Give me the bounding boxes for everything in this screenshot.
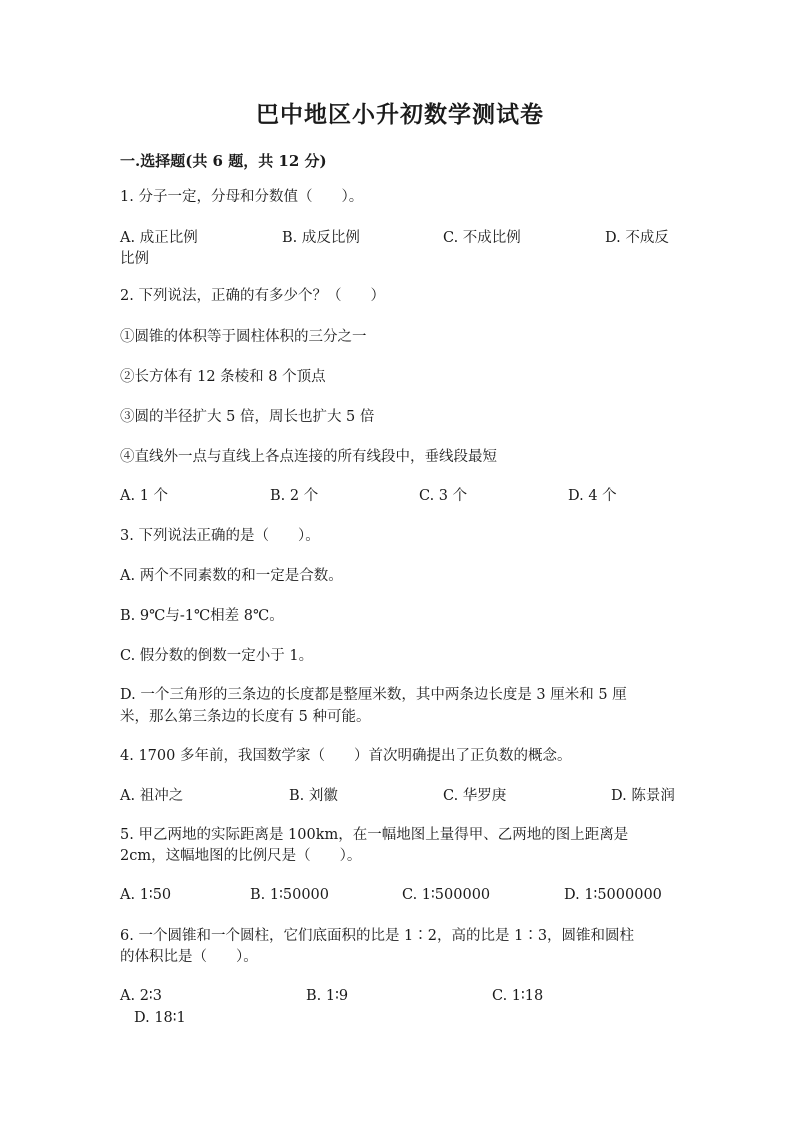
option-b: B. 成反比例	[282, 230, 360, 246]
option-c: C. 1∶18	[492, 988, 544, 1004]
option-a: A. 2∶3	[120, 988, 162, 1004]
option-a: A. 成正比例	[120, 230, 198, 246]
option-a: A. 1∶50	[120, 887, 172, 903]
option-b: B. 2 个	[270, 488, 319, 504]
statement-2: ②长方体有 12 条棱和 8 个顶点	[120, 369, 326, 385]
option-b: B. 9℃与-1℃相差 8℃。	[120, 608, 284, 624]
question-stem: 4. 1700 多年前，我国数学家（ ）首次明确提出了正负数的概念。	[120, 748, 572, 764]
page-title: 巴中地区小升初数学测试卷	[256, 101, 544, 128]
option-d: D. 1∶5000000	[564, 887, 662, 903]
option-d: D. 4 个	[568, 488, 617, 504]
option-d-continued: 米，那么第三条边的长度有 5 种可能。	[120, 709, 371, 725]
option-c: C. 1∶500000	[402, 887, 491, 903]
question-stem: 1. 分子一定，分母和分数值（ ）。	[120, 189, 364, 205]
option-d: D. 一个三角形的三条边的长度都是整厘米数，其中两条边长度是 3 厘米和 5 厘	[120, 687, 627, 703]
option-b: B. 1∶9	[306, 988, 349, 1004]
option-d-continued: 比例	[120, 251, 149, 267]
option-c: C. 华罗庚	[443, 788, 507, 804]
option-a: A. 两个不同素数的和一定是合数。	[120, 568, 343, 584]
option-d: D. 不成反	[605, 230, 669, 246]
option-a: A. 1 个	[120, 488, 169, 504]
option-c: C. 假分数的倒数一定小于 1。	[120, 648, 314, 664]
option-c: C. 3 个	[419, 488, 468, 504]
question-stem: 2. 下列说法，正确的有多少个？（ ）	[120, 288, 385, 304]
question-stem: 6. 一个圆锥和一个圆柱，它们底面积的比是 1∶2，高的比是 1∶3，圆锥和圆柱	[120, 928, 635, 944]
question-stem-continued: 2cm，这幅地图的比例尺是（ ）。	[120, 848, 362, 864]
option-b: B. 1∶50000	[250, 887, 329, 903]
option-b: B. 刘徽	[289, 788, 338, 804]
statement-1: ①圆锥的体积等于圆柱体积的三分之一	[120, 329, 367, 345]
option-a: A. 祖冲之	[120, 788, 184, 804]
statement-4: ④直线外一点与直线上各点连接的所有线段中，垂线段最短	[120, 449, 497, 465]
option-d: D. 陈景润	[611, 788, 675, 804]
statement-3: ③圆的半径扩大 5 倍，周长也扩大 5 倍	[120, 409, 375, 425]
section-heading: 一.选择题(共 6 题，共 12 分)	[120, 152, 327, 170]
question-stem-continued: 的体积比是（ ）。	[120, 949, 258, 965]
option-d: D. 18∶1	[134, 1010, 186, 1026]
question-stem: 5. 甲乙两地的实际距离是 100km，在一幅地图上量得甲、乙两地的图上距离是	[120, 827, 629, 843]
question-stem: 3. 下列说法正确的是（ ）。	[120, 528, 320, 544]
option-c: C. 不成比例	[443, 230, 521, 246]
